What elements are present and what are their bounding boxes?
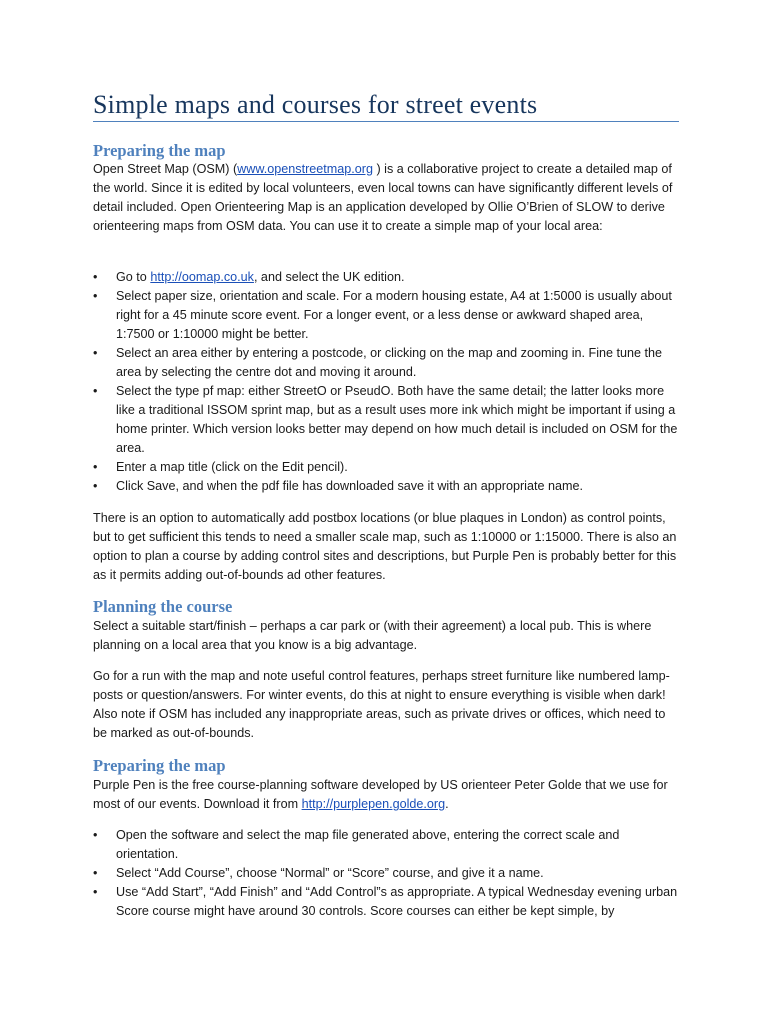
list-item: • Use “Add Start”, “Add Finish” and “Add Control”s as appropriate. A typical Wednesday evening urban Score course might have around 30 controls. Score courses can either be kept simple, by (93, 883, 679, 921)
postbox-option-paragraph: There is an option to automatically add postbox locations (or blue plaques in London) as control points, but to get sufficient this tends to need a smaller scale map, such as 1:10000 or 1:15000. There is also an option to plan a course by adding control sites and descriptions, but Purple Pen is probably better for this as it permits adding out-of-bounds ad other features. (93, 511, 677, 582)
openstreetmap-link[interactable]: www.openstreetmap.org (237, 162, 373, 176)
start-finish-paragraph: Select a suitable start/finish – perhaps a car park or (with their agreement) a local pub. This is where planning on a local area that you know is a big advantage. (93, 619, 652, 652)
list-item: • Open the software and select the map file generated above, entering the correct scale and orientation. (93, 826, 679, 864)
purple-pen-paragraph (93, 776, 679, 814)
list-item: • Select an area either by entering a postcode, or clicking on the map and zooming in. Fine tune the area by selecting the centre dot and moving it around. (93, 344, 679, 382)
purple-pen-text-end: . (445, 797, 449, 811)
purple-pen-steps-list (93, 826, 679, 921)
list-item-text: , and select the UK edition. (253, 270, 405, 284)
oomap-link[interactable]: http://oomap.co.uk (150, 270, 254, 284)
osm-intro-paragraph (93, 160, 679, 236)
purple-pen-text-start: Purple Pen is the free course-planning software developed by US orienteer Peter Golde that we use for most of our events. Download it from (93, 778, 668, 811)
purplepen-link[interactable]: http://purplepen.golde.org (301, 797, 446, 811)
title-underline (93, 121, 679, 122)
section-heading-preparing-map: Preparing the map (93, 141, 226, 160)
list-item: • Select the type pf map: either StreetO or PseudO. Both have the same detail; the latter looks more like a traditional ISSOM sprint map, but as a result uses more ink which might be important if using a home printer. Which version looks better may depend on how much detail is included on OSM for the area. (93, 382, 679, 458)
list-item (93, 268, 679, 287)
section-heading-purple-pen: Preparing the map (93, 756, 226, 775)
list-item: • Select “Add Course”, choose “Normal” or “Score” course, and give it a name. (93, 864, 679, 883)
oomap-steps-list (93, 268, 679, 496)
list-item: • Select paper size, orientation and scale. For a modern housing estate, A4 at 1:5000 is usually about right for a 45 minute score event. For a longer event, or a less dense or awkward shaped area, 1:7500 or 1:10000 might be better. (93, 287, 679, 344)
osm-intro-text-end: ) is a collaborative project to create a detailed map of the world. Since it is edited by local volunteers, even local towns can have significantly different levels of detail included. Open Orienteering Map is an application developed by Ollie O’Brien of SLOW to derive orienteering maps from OSM data. You can use it to create a simple map of your local area: (93, 162, 673, 233)
list-item: • Click Save, and when the pdf file has downloaded save it with an appropriate name. (93, 477, 679, 496)
document-title: Simple maps and courses for street events (93, 90, 538, 119)
section-heading-planning-course: Planning the course (93, 597, 233, 616)
osm-intro-text-start: Open Street Map (OSM) ( (93, 162, 238, 176)
list-item-text: Go to (116, 270, 151, 284)
control-features-paragraph: Go for a run with the map and note useful control features, perhaps street furniture like numbered lamp-posts or question/answers. For winter events, do this at night to ensure everything is visible when dark! Also note if OSM has included any inappropriate areas, such as private drives or offices, which need to be marked as out-of-bounds. (93, 669, 670, 740)
list-item: • Enter a map title (click on the Edit pencil). (93, 458, 679, 477)
